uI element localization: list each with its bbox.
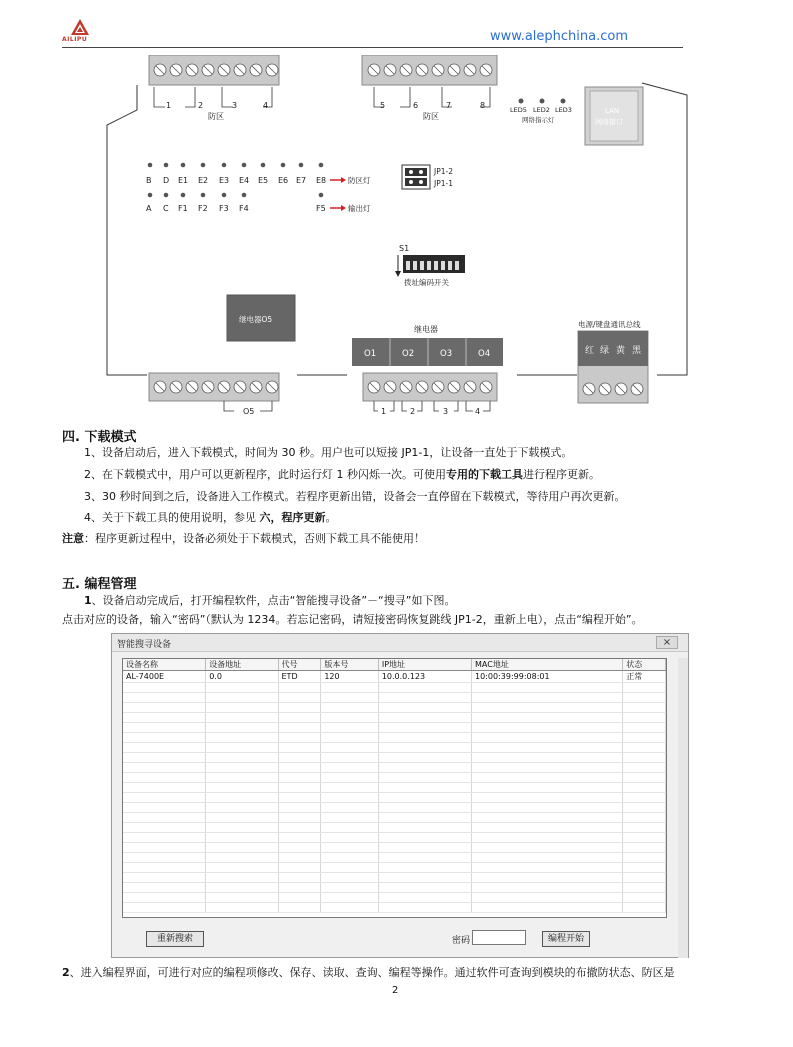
led-label: E8	[316, 176, 327, 185]
column-header[interactable]: 版本号	[321, 659, 378, 671]
zone-label: 防区	[423, 112, 439, 121]
terminal-label: 1	[381, 407, 387, 416]
relay-channel-label: O3	[440, 349, 453, 359]
empty-row	[123, 803, 666, 813]
terminal-label: 2	[198, 101, 204, 110]
empty-row	[123, 783, 666, 793]
page-number: 2	[392, 985, 399, 996]
top-right-terminal-block	[362, 55, 497, 85]
paragraph: 1、设备启动后，进入下载模式，时间为 30 秒。用户也可以短接 JP1-1，让设备一直处于下载模式。	[84, 446, 573, 459]
empty-row	[123, 843, 666, 853]
relay-channels	[352, 338, 503, 366]
paragraph: 点击对应的设备，输入“密码”（默认为 1234。若忘记密码，请短接密码恢复跳线 JP1-2，重新上电），点击“编程开始”。	[62, 613, 643, 626]
terminal-label: 8	[480, 101, 486, 110]
dialog-title: 智能搜寻设备	[117, 640, 172, 650]
empty-row	[123, 853, 666, 863]
relay-channel-label: O2	[402, 349, 415, 359]
website-link[interactable]: www.alephchina.com	[490, 29, 629, 44]
table-cell: 正常	[623, 671, 666, 683]
column-header[interactable]: 设备名称	[123, 659, 206, 671]
table-row[interactable]	[123, 671, 666, 683]
led-label: LED3	[555, 106, 572, 114]
terminal-label: 4	[263, 101, 269, 110]
company-logo-icon	[70, 18, 90, 36]
empty-row	[123, 713, 666, 723]
switch-label: S1	[399, 244, 410, 253]
terminal-label: 6	[413, 101, 419, 110]
terminal-label: 3	[232, 101, 238, 110]
led-label: A	[146, 204, 152, 213]
zone-led-label: 防区灯	[348, 176, 371, 185]
power-terminal	[578, 331, 648, 403]
empty-row	[123, 683, 666, 693]
empty-row	[123, 753, 666, 763]
zone-label: 防区	[208, 112, 224, 121]
lan-port	[585, 87, 643, 145]
empty-row	[123, 873, 666, 883]
empty-row	[123, 823, 666, 833]
power-color-label: 黑	[632, 346, 642, 356]
empty-row	[123, 703, 666, 713]
led-label: E5	[258, 176, 269, 185]
close-button[interactable]: ×	[656, 636, 678, 649]
jumper-label: JP1-1	[434, 179, 453, 188]
empty-row	[123, 833, 666, 843]
network-led-label: 网络指示灯	[522, 116, 555, 124]
bottom-left-terminal-block	[149, 373, 279, 401]
led-label: LED5	[510, 106, 527, 114]
terminal-label: 2	[410, 407, 416, 416]
password-label: 密码	[452, 936, 471, 946]
section-title: 五. 编程管理	[62, 577, 137, 592]
jumper-label: JP1-2	[434, 167, 453, 176]
led-label: F4	[239, 204, 249, 213]
empty-row	[123, 743, 666, 753]
empty-row	[123, 693, 666, 703]
table-cell: ETD	[278, 671, 321, 683]
network-port-label: 网络接口	[595, 118, 623, 126]
empty-row	[123, 903, 666, 913]
led-label: D	[163, 176, 170, 185]
column-header[interactable]: 代号	[278, 659, 321, 671]
table-cell: 0.0	[206, 671, 278, 683]
search-device-dialog	[111, 633, 689, 958]
table-cell: AL-7400E	[123, 671, 206, 683]
search-again-button[interactable]: 重新搜索	[146, 931, 204, 947]
output-led-label: 输出灯	[348, 204, 371, 213]
bottom-terminal-legend	[97, 401, 693, 421]
terminal-label: 4	[475, 407, 481, 416]
relay-header: 继电器	[414, 325, 438, 334]
section-title: 四. 下载模式	[62, 430, 137, 445]
led-label: F3	[219, 204, 229, 213]
led-label: E2	[198, 176, 209, 185]
start-programming-button[interactable]: 编程开始	[542, 931, 590, 947]
empty-row	[123, 813, 666, 823]
empty-row	[123, 723, 666, 733]
top-left-terminal-block	[149, 55, 279, 85]
empty-row	[123, 893, 666, 903]
dialog-title-bar	[112, 634, 688, 652]
led-label: C	[163, 204, 169, 213]
led-label: LED2	[533, 106, 550, 114]
paragraph: 1、设备启动完成后，打开编程软件，点击“智能搜寻设备”－“搜寻”如下图。	[84, 594, 456, 607]
terminal-label: 1	[166, 101, 172, 110]
dip-switch	[403, 255, 465, 273]
led-label: E6	[278, 176, 289, 185]
table-cell: 10.0.0.123	[378, 671, 471, 683]
paragraph: 4、关于下载工具的使用说明，参见 六，程序更新。	[84, 511, 337, 524]
power-color-label: 绿	[600, 346, 610, 356]
empty-row	[123, 793, 666, 803]
terminal-label: 5	[380, 101, 386, 110]
column-header[interactable]: 设备地址	[206, 659, 278, 671]
switch-caption: 拨址编码开关	[404, 278, 449, 287]
empty-row	[123, 733, 666, 743]
led-label: E7	[296, 176, 307, 185]
led-label: E3	[219, 176, 230, 185]
empty-row	[123, 773, 666, 783]
column-header[interactable]: MAC地址	[472, 659, 623, 671]
column-header[interactable]: IP地址	[378, 659, 471, 671]
led-label: E4	[239, 176, 250, 185]
relay-box-label: 继电器O5	[239, 315, 273, 324]
logo-text: AILIPU	[62, 36, 88, 43]
paragraph: 2、在下载模式中，用户可以更新程序，此时运行灯 1 秒闪烁一次。可使用专用的下载工具进行程序更新。	[84, 468, 600, 481]
power-color-label: 黄	[616, 346, 626, 356]
empty-row	[123, 863, 666, 873]
relay-channel-label: O1	[364, 349, 377, 359]
password-input[interactable]	[472, 930, 526, 945]
column-header[interactable]: 状态	[623, 659, 666, 671]
jumper-block	[402, 165, 430, 189]
relay-channel-label: O4	[478, 349, 491, 359]
dialog-scrollbar[interactable]	[678, 658, 688, 958]
note-paragraph: 注意：程序更新过程中，设备必须处于下载模式，否则下载工具不能使用！	[62, 532, 425, 545]
power-bus-label: 电源/键盘通讯总线	[578, 320, 641, 329]
terminal-label: 7	[446, 101, 452, 110]
led-label: B	[146, 176, 152, 185]
paragraph: 3、30 秒时间到之后，设备进入工作模式。若程序更新出错，设备会一直停留在下载模式，等待用户再次更新。	[84, 490, 626, 503]
terminal-label: O5	[243, 407, 255, 416]
led-label: F1	[178, 204, 188, 213]
table-cell: 120	[321, 671, 378, 683]
terminal-label: 3	[443, 407, 449, 416]
table-cell: 10:00:39:99:08:01	[472, 671, 623, 683]
paragraph: 2、进入编程界面，可进行对应的编程项修改、保存、读取、查询、编程等操作。通过软件可查询到模块的布撤防状态、防区是	[62, 966, 675, 979]
header-divider	[62, 47, 683, 48]
led-label: E1	[178, 176, 189, 185]
empty-row	[123, 763, 666, 773]
board-diagram	[97, 55, 693, 405]
led-label: F2	[198, 204, 208, 213]
led-label: F5	[316, 204, 326, 213]
relay-o5-box	[227, 295, 295, 341]
lan-label: LAN	[605, 107, 620, 115]
power-color-label: 红	[585, 346, 595, 356]
device-table	[122, 658, 667, 918]
bottom-middle-terminal-block	[363, 373, 497, 401]
empty-row	[123, 883, 666, 893]
